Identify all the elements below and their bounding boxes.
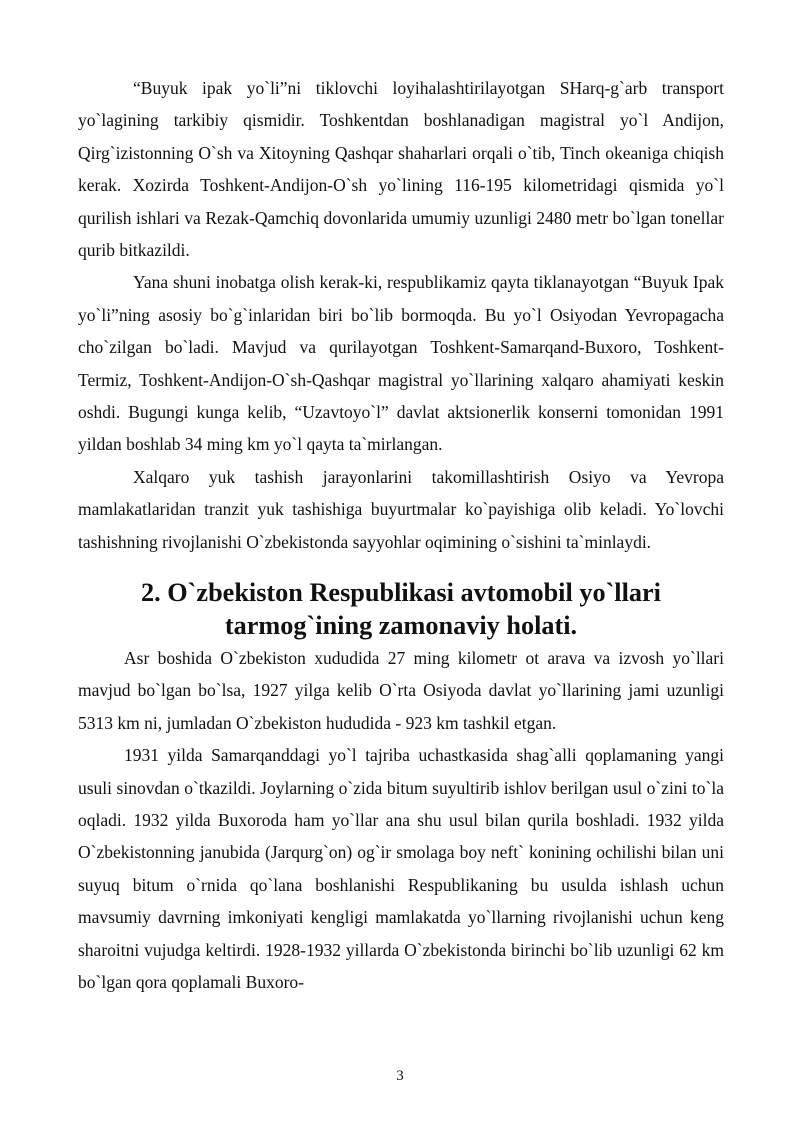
- document-page: [78, 72, 724, 998]
- paragraph-international-cargo: Xalqaro yuk tashish jarayonlarini takomillashtirish Osiyo va Yevropa mamlakatlaridan tranzit yuk tashishiga buyurtmalar ko`payishiga olib keladi. Yo`lovchi tashishning rivojlanishi O`zbekistonda sayyohlar oqimining o`sishini ta`minlaydi.: [78, 466, 724, 552]
- paragraph-silk-road-links: Yana shuni inobatga olish kerak-ki, respublikamiz qayta tiklanayotgan “Buyuk Ipak yo`li”ning asosiy bo`g`inlaridan biri bo`lib bormoqda. Bu yo`l Osiyodan Yevropagacha cho`zilgan bo`ladi. Mavjud va qurilayotgan Toshkent-Samarqand-Buxoro, Toshkent-Termiz, Toshkent-Andijon-O`sh-Qashqar magistral yo`llarining xalqaro ahamiyati keskin oshdi. Bugungi kunga kelib, “Uzavtoyo`l” davlat aktsionerlik konserni tomonidan 1991 yildan boshlab 34 ming km yo`l qayta ta`mirlangan.: [78, 272, 724, 455]
- paragraph-road-construction-1931: 1931 yilda Samarqanddagi yo`l tajriba uchastkasida shag`alli qoplamaning yangi usuli sinovdan o`tkazildi. Joylarning o`zida bitum suyultirib ishlov berilgan usul o`zini to`la oqladi. 1932 yilda Buxoroda ham yo`llar ana shu usul bilan qurila boshladi. 1932 yilda O`zbekistonning janubida (Jarqurg`on) og`ir smolaga boy neft` konining ochilishi bilan uni suyuq bitum o`rnida qo`lana boshlanishi Respublikaning bu usulda ishlash uchun mavsumiy davrning imkoniyati kengligi mamlakatda yo`llarning rivojlanishi uchun keng sharoitni vujudga keltirdi. 1928-1932 yillarda O`zbekistonda birinchi bo`lib uzunligi 62 km bo`lgan qora qoplamali Buxoro-: [78, 745, 724, 992]
- paragraph-road-history: Asr boshida O`zbekiston xududida 27 ming kilometr ot arava va izvosh yo`llari mavjud bo`lgan bo`lsa, 1927 yilga kelib O`rta Osiyoda davlat yo`llarining jami uzunligi 5313 km ni, jumladan O`zbekiston hududida - 923 km tashkil etgan.: [78, 647, 724, 733]
- section-heading: 2. O`zbekiston Respublikasi avtomobil yo`llari tarmog`ining zamonaviy holati.: [141, 578, 661, 640]
- paragraph-silk-road-corridor: “Buyuk ipak yo`li”ni tiklovchi loyihalashtirilayotgan SHarq-g`arb transport yo`lagining tarkibiy qismidir. Toshkentdan boshlanadigan magistral yo`l Andijon, Qirg`izistonning O`sh va Xitoyning Qashqar shaharlari orqali o`tib, Tinch okeaniga chiqish kerak. Xozirda Toshkent-Andijon-O`sh yo`lining 116-195 kilometridagi qismida yo`l qurilish ishlari va Rezak-Qamchiq dovonlarida umumiy uzunligi 2480 metr bo`lgan tonellar qurib bitkazildi.: [78, 78, 724, 261]
- page-number: 3: [396, 1068, 404, 1084]
